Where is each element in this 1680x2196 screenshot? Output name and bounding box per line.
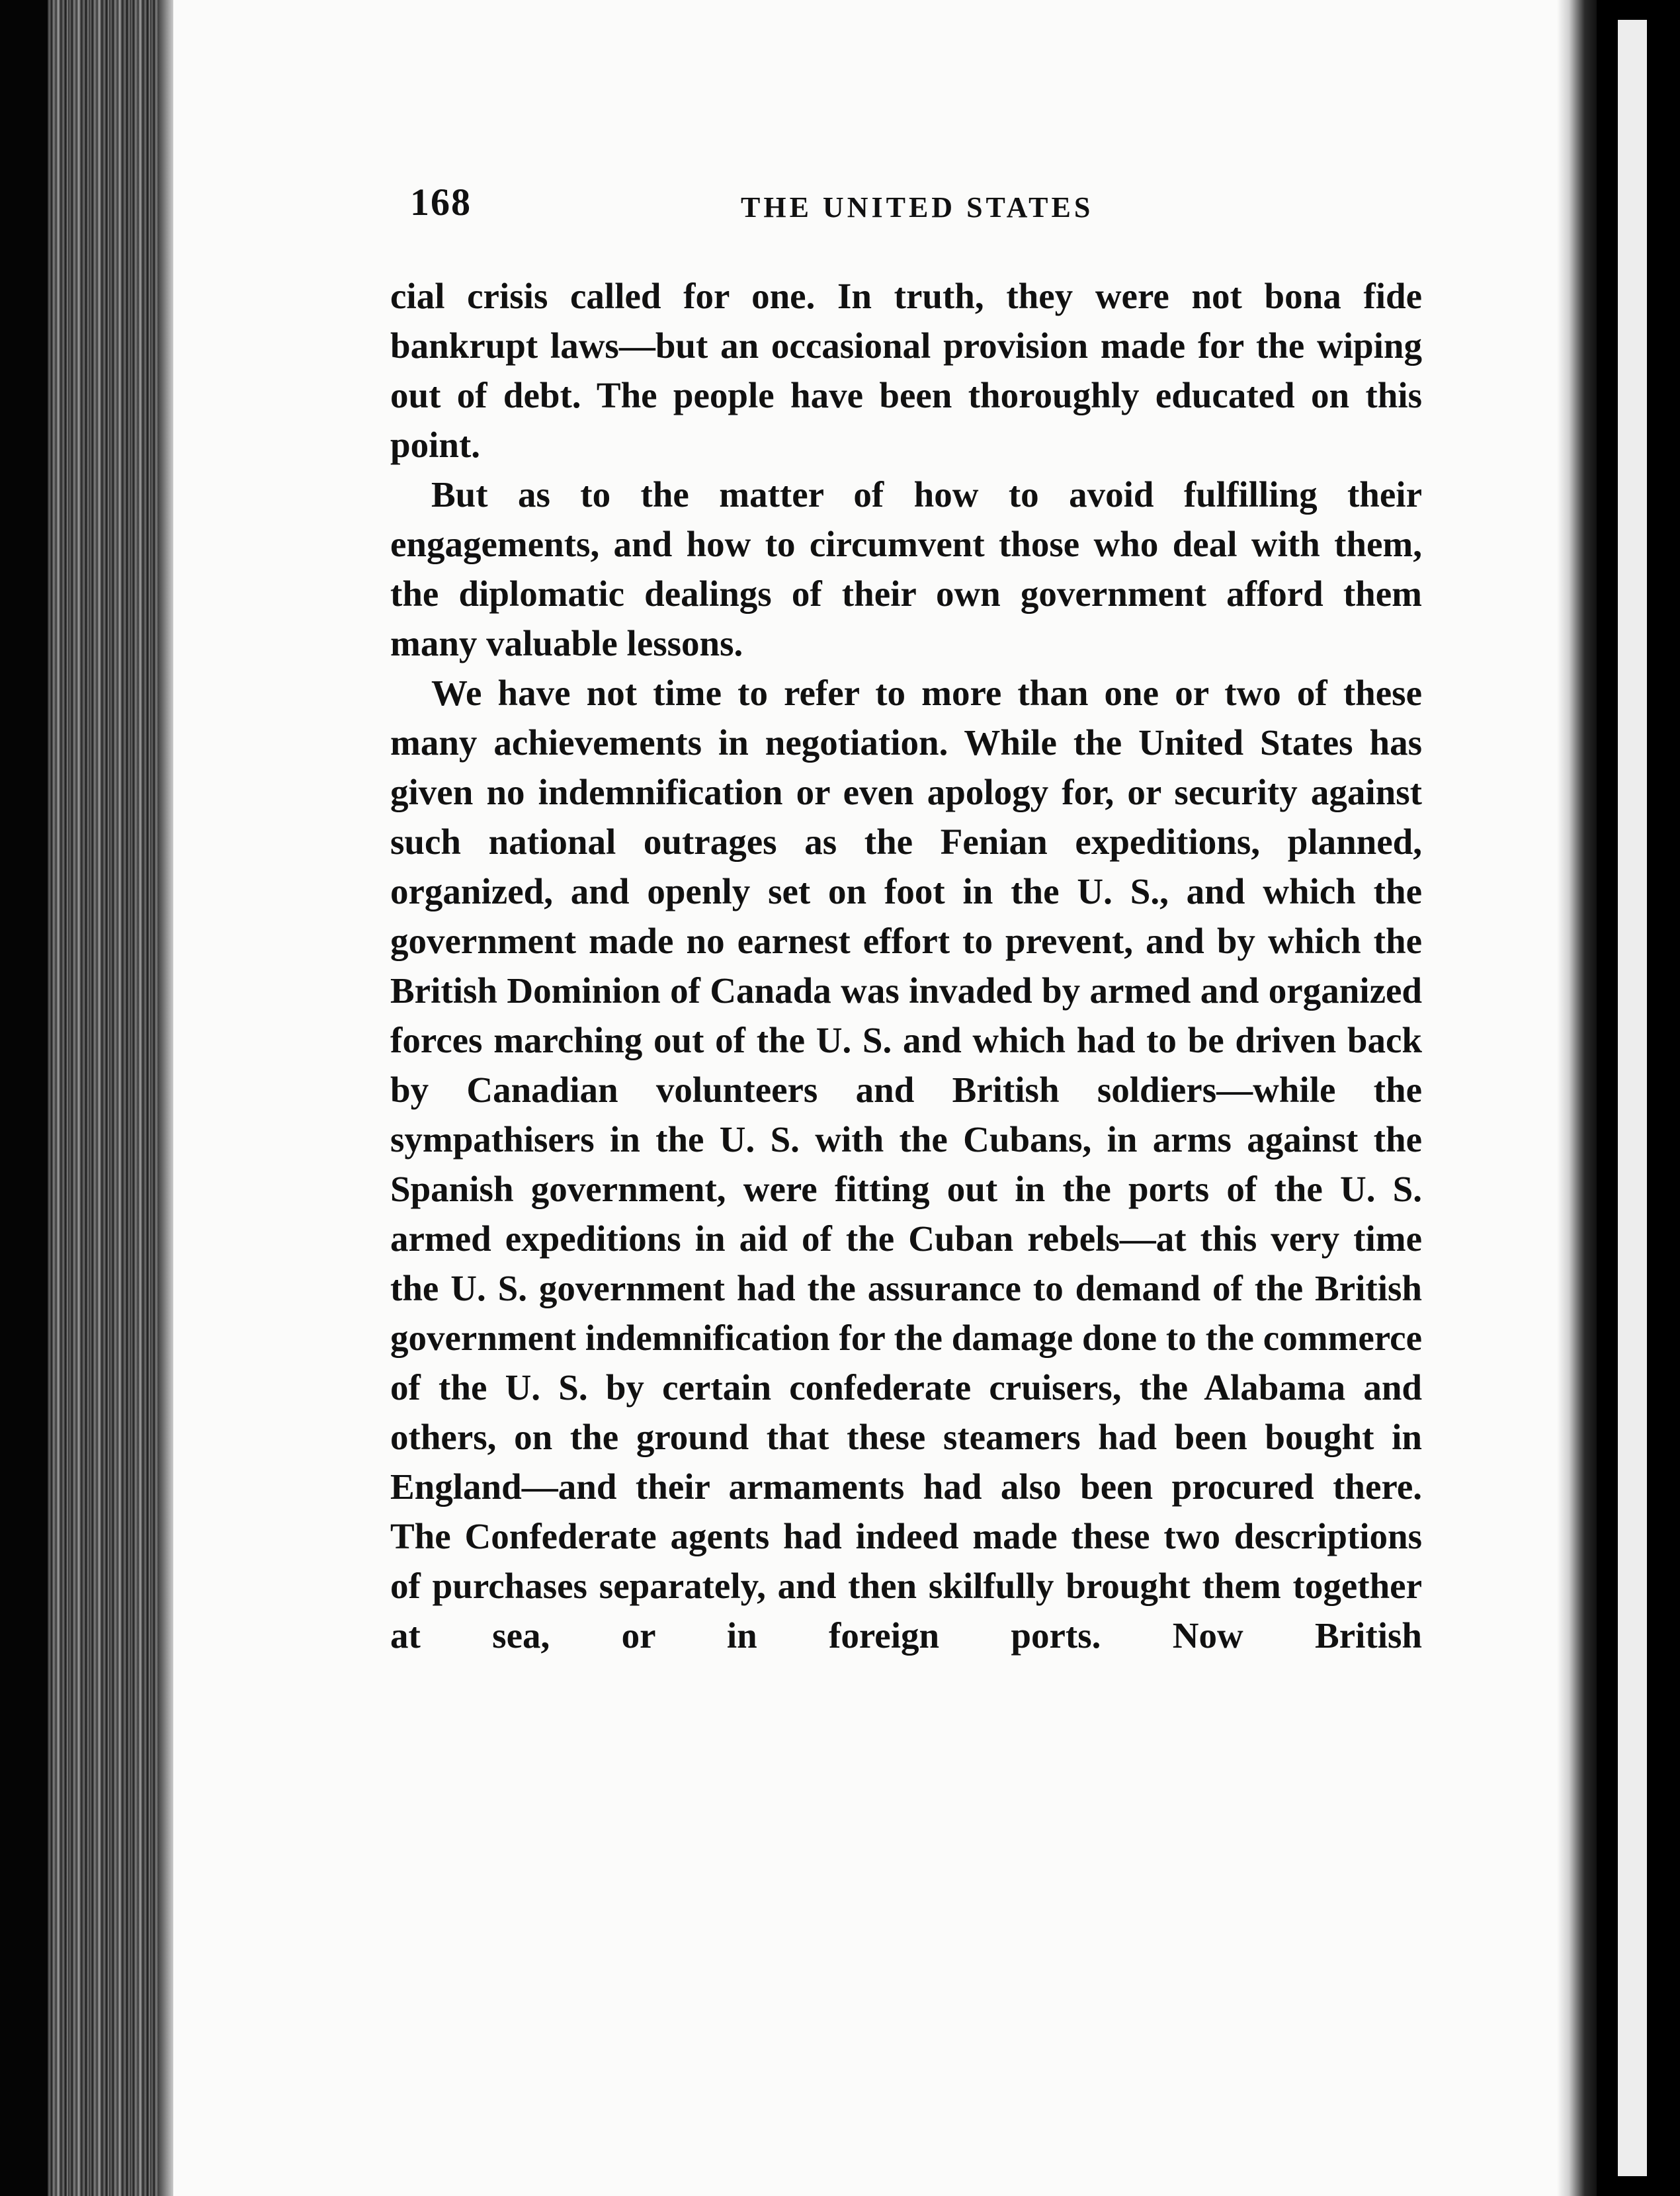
page-header [410, 180, 1415, 233]
paragraph-2: But as to the matter of how to avoid fulfilling their engagements, and how to circumvent those who deal with them, the diplomatic dealings of their own government afford them many valuable lessons. [390, 474, 1422, 663]
scan-left-border [0, 0, 48, 2196]
page-number: 168 [410, 181, 472, 224]
paragraph-1: cial crisis called for one. In truth, they were not bona fide bankrupt laws—but an occasional provision made for the wiping out of debt. The people have been thoroughly educated on this point. [390, 276, 1422, 465]
scan-right-rule [1647, 20, 1660, 2176]
page-stack-edge [48, 0, 173, 2196]
paragraph-3: We have not time to refer to more than one or two of these many achievements in negotiation. While the United States has given no indemnification or even apology for, or security against such national outrages as the Fenian expeditions, planned, organized, and openly set on foot in the U. S., and which the government made no earnest effort to prevent, and by which the British Dominion of Canada was invaded by armed and organized forces marching out of the U. S. and which had to be driven back by Canadian volunteers and British soldiers—while the sympathisers in the U. S. with the Cubans, in arms against the Spanish government, were fitting out in the ports of the U. S. armed expeditions in aid of the Cuban rebels—at this very time the U. S. government had the assurance to demand of the British government indemnification for the damage done to the commerce of the U. S. by certain confederate cruisers, the Alabama and others, on the ground that these steamers had been bought in England—and their armaments had also been procured there. The Confederate agents had indeed made these two descriptions of purchases separately, and then skilfully brought them together at sea, or in foreign ports. Now British [390, 673, 1422, 1656]
page-gutter-shadow [1557, 0, 1597, 2196]
body-text [390, 271, 1422, 1660]
running-head: THE UNITED STATES [741, 191, 1094, 224]
